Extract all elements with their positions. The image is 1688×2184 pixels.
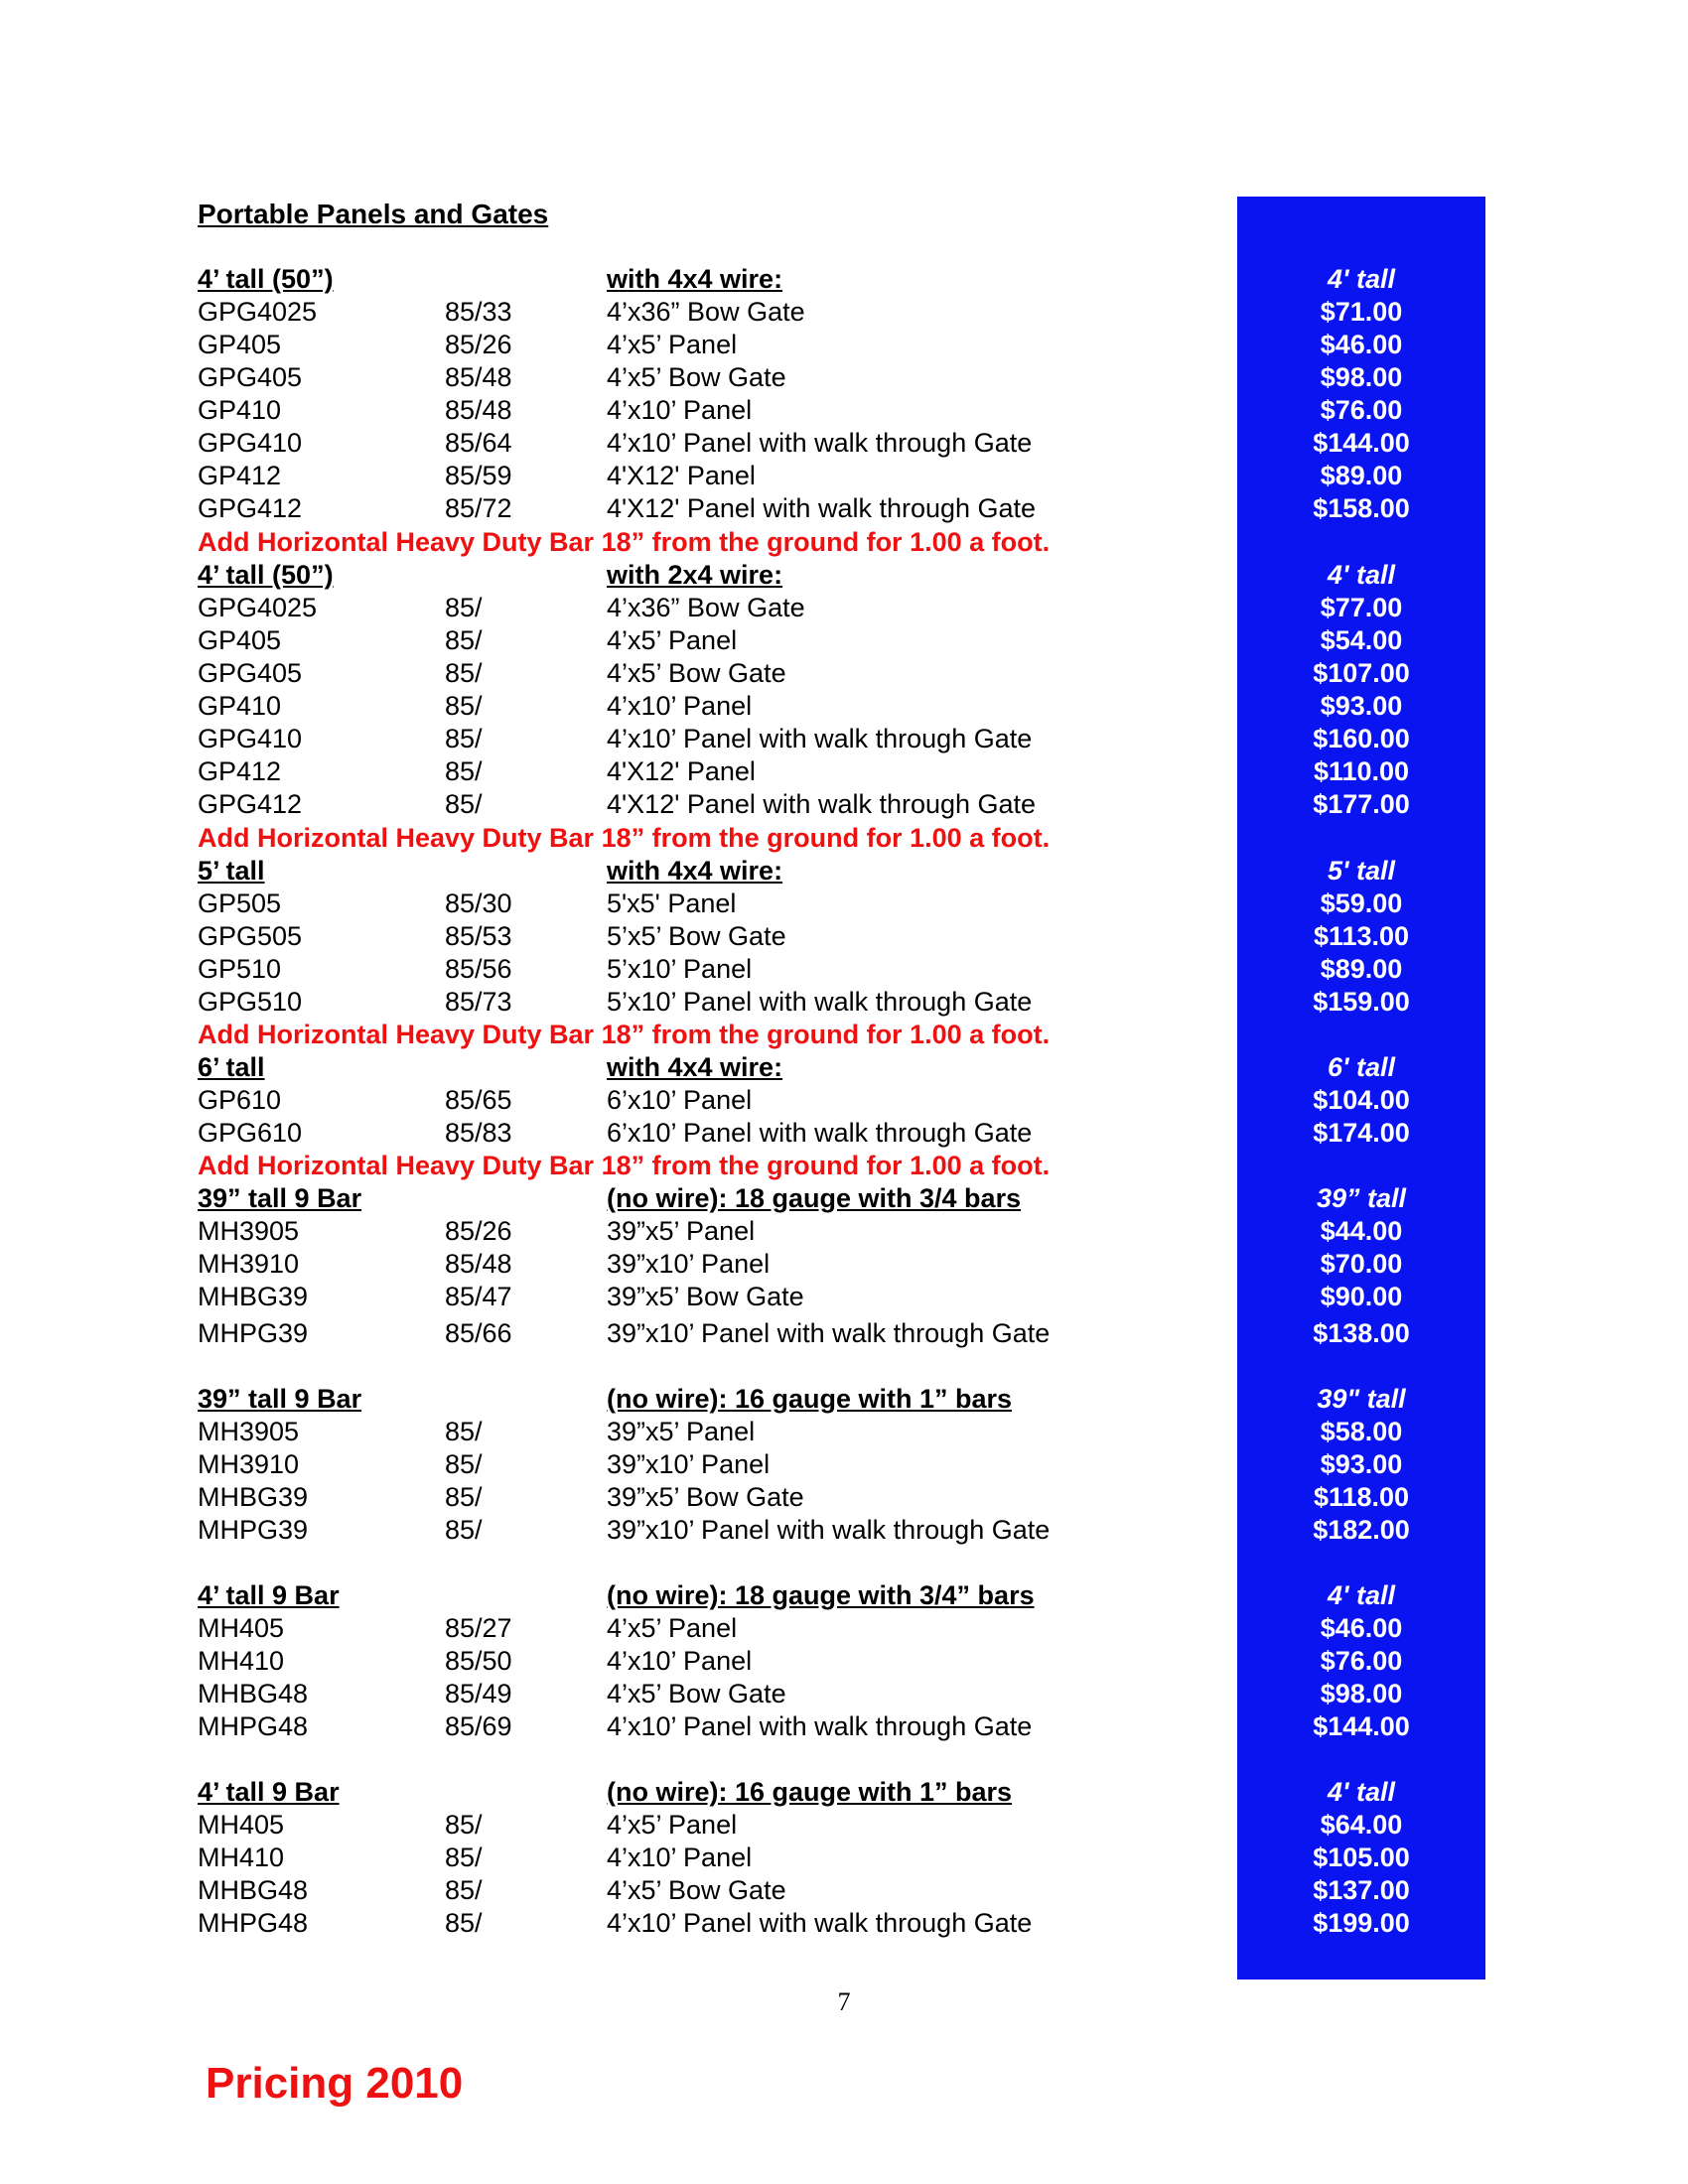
product-description: 4’x10’ Panel [607, 395, 753, 425]
product-price: $93.00 [1320, 1449, 1403, 1479]
section-height: 5’ tall [198, 856, 265, 886]
product-ref: 85/59 [445, 461, 512, 490]
product-price: $177.00 [1313, 789, 1410, 819]
heavy-duty-bar-note: Add Horizontal Heavy Duty Bar 18” from the ground for 1.00 a foot. [198, 1020, 1051, 1049]
product-code: GPG505 [198, 921, 303, 951]
product-description: 39”x5’ Bow Gate [607, 1482, 804, 1512]
product-description: 4’x10’ Panel with walk through Gate [607, 724, 1033, 753]
section-height: 4’ tall (50”) [198, 560, 334, 590]
section-wire: with 2x4 wire: [607, 560, 783, 590]
product-ref: 85/73 [445, 987, 512, 1017]
product-price: $46.00 [1320, 1613, 1403, 1643]
product-price: $104.00 [1313, 1085, 1410, 1115]
product-description: 39”x10’ Panel [607, 1449, 771, 1479]
product-price: $98.00 [1320, 1679, 1403, 1708]
product-code: GP410 [198, 395, 282, 425]
section-header [0, 1579, 1688, 1612]
product-ref: 85/33 [445, 297, 512, 327]
section-header [0, 1182, 1688, 1215]
product-description: 5’x10’ Panel [607, 954, 753, 984]
product-description: 5’x10’ Panel with walk through Gate [607, 987, 1033, 1017]
product-description: 4’x5’ Panel [607, 1810, 738, 1840]
product-description: 39”x5’ Bow Gate [607, 1282, 804, 1311]
section-height: 4’ tall (50”) [198, 264, 334, 294]
product-code: GPG405 [198, 658, 303, 688]
product-price: $160.00 [1313, 724, 1410, 753]
product-description: 4’x5’ Panel [607, 330, 738, 359]
product-code: GPG510 [198, 987, 303, 1017]
product-price: $137.00 [1313, 1875, 1410, 1905]
product-code: MHBG39 [198, 1482, 309, 1512]
product-ref: 85/66 [445, 1318, 512, 1348]
product-ref: 85/ [445, 789, 483, 819]
product-ref: 85/49 [445, 1679, 512, 1708]
section-height: 39” tall 9 Bar [198, 1183, 362, 1213]
product-description: 4’x5’ Bow Gate [607, 362, 786, 392]
table-row [0, 1215, 1688, 1248]
product-code: MH405 [198, 1810, 285, 1840]
product-code: GP412 [198, 756, 282, 786]
section-header [0, 1051, 1688, 1084]
section-height: 4’ tall 9 Bar [198, 1580, 340, 1610]
table-row [0, 624, 1688, 657]
section-price-header: 4' tall [1328, 264, 1395, 294]
product-code: MHBG48 [198, 1875, 309, 1905]
section-wire: (no wire): 16 gauge with 1” bars [607, 1384, 1013, 1414]
section-wire: (no wire): 18 gauge with 3/4 bars [607, 1183, 1022, 1213]
product-code: MHPG39 [198, 1515, 309, 1545]
product-description: 4’x5’ Bow Gate [607, 1679, 786, 1708]
product-price: $89.00 [1320, 461, 1403, 490]
section-height: 4’ tall 9 Bar [198, 1777, 340, 1807]
product-price: $174.00 [1313, 1118, 1410, 1148]
product-description: 4’x10’ Panel with walk through Gate [607, 1711, 1033, 1741]
table-row [0, 1281, 1688, 1313]
product-price: $59.00 [1320, 888, 1403, 918]
product-code: GP405 [198, 330, 282, 359]
product-price: $107.00 [1313, 658, 1410, 688]
product-code: GP412 [198, 461, 282, 490]
product-code: GP610 [198, 1085, 282, 1115]
heavy-duty-bar-note: Add Horizontal Heavy Duty Bar 18” from the ground for 1.00 a foot. [198, 527, 1051, 557]
product-description: 5’x5’ Bow Gate [607, 921, 786, 951]
table-row [0, 329, 1688, 361]
product-ref: 85/83 [445, 1118, 512, 1148]
product-code: MH410 [198, 1646, 285, 1676]
section-price-header: 39” tall [1316, 1183, 1407, 1213]
product-description: 4’x5’ Bow Gate [607, 1875, 786, 1905]
pricing-footer: Pricing 2010 [206, 2059, 464, 2108]
section-header [0, 263, 1688, 296]
product-description: 39”x10’ Panel [607, 1249, 771, 1279]
product-ref: 85/ [445, 1843, 483, 1872]
table-row [0, 920, 1688, 953]
table-row [0, 1514, 1688, 1547]
table-row [0, 657, 1688, 690]
product-ref: 85/ [445, 658, 483, 688]
table-row [0, 427, 1688, 460]
product-description: 39”x10’ Panel with walk through Gate [607, 1515, 1051, 1545]
product-code: GPG4025 [198, 593, 318, 622]
product-code: MH410 [198, 1843, 285, 1872]
product-description: 4’x5’ Panel [607, 1613, 738, 1643]
product-ref: 85/ [445, 1449, 483, 1479]
product-price: $89.00 [1320, 954, 1403, 984]
table-row [0, 1809, 1688, 1842]
table-row [0, 1678, 1688, 1710]
product-ref: 85/ [445, 1908, 483, 1938]
product-code: GP410 [198, 691, 282, 721]
table-row [0, 1084, 1688, 1117]
product-price: $71.00 [1320, 297, 1403, 327]
section-wire: with 4x4 wire: [607, 264, 783, 294]
product-price: $46.00 [1320, 330, 1403, 359]
product-price: $182.00 [1313, 1515, 1410, 1545]
product-ref: 85/65 [445, 1085, 512, 1115]
product-ref: 85/ [445, 1417, 483, 1446]
product-price: $105.00 [1313, 1843, 1410, 1872]
table-row [0, 460, 1688, 492]
product-description: 6’x10’ Panel [607, 1085, 753, 1115]
table-row [0, 755, 1688, 788]
product-price: $54.00 [1320, 625, 1403, 655]
product-price: $77.00 [1320, 593, 1403, 622]
product-ref: 85/53 [445, 921, 512, 951]
table-row [0, 1448, 1688, 1481]
product-description: 4’x10’ Panel [607, 1843, 753, 1872]
product-description: 6’x10’ Panel with walk through Gate [607, 1118, 1033, 1148]
table-row [0, 788, 1688, 821]
section-height: 39” tall 9 Bar [198, 1384, 362, 1414]
product-code: MH3905 [198, 1417, 300, 1446]
table-row [0, 1907, 1688, 1940]
product-price: $110.00 [1313, 756, 1410, 786]
product-ref: 85/30 [445, 888, 512, 918]
product-price: $138.00 [1313, 1318, 1410, 1348]
section-header [0, 559, 1688, 592]
table-row [0, 296, 1688, 329]
product-price: $58.00 [1320, 1417, 1403, 1446]
table-row [0, 492, 1688, 525]
product-description: 4’x10’ Panel with walk through Gate [607, 428, 1033, 458]
section-wire: (no wire): 18 gauge with 3/4” bars [607, 1580, 1035, 1610]
section-header [0, 1776, 1688, 1809]
product-ref: 85/ [445, 756, 483, 786]
product-description: 39”x10’ Panel with walk through Gate [607, 1318, 1051, 1348]
product-description: 5'x5' Panel [607, 888, 737, 918]
product-description: 4'X12' Panel [607, 756, 756, 786]
product-ref: 85/ [445, 1875, 483, 1905]
product-ref: 85/69 [445, 1711, 512, 1741]
product-description: 4'X12' Panel [607, 461, 756, 490]
table-row [0, 394, 1688, 427]
product-price: $70.00 [1320, 1249, 1403, 1279]
product-ref: 85/50 [445, 1646, 512, 1676]
section-height: 6’ tall [198, 1052, 265, 1082]
product-code: MH405 [198, 1613, 285, 1643]
product-code: MHPG39 [198, 1318, 309, 1348]
product-ref: 85/ [445, 1482, 483, 1512]
section-wire: with 4x4 wire: [607, 1052, 783, 1082]
product-ref: 85/26 [445, 330, 512, 359]
product-description: 4'X12' Panel with walk through Gate [607, 789, 1037, 819]
product-price: $90.00 [1320, 1282, 1403, 1311]
product-ref: 85/56 [445, 954, 512, 984]
table-row [0, 592, 1688, 624]
product-description: 39”x5’ Panel [607, 1417, 756, 1446]
product-description: 39”x5’ Panel [607, 1216, 756, 1246]
product-code: GPG4025 [198, 297, 318, 327]
table-row [0, 361, 1688, 394]
product-price: $118.00 [1313, 1482, 1410, 1512]
product-price: $93.00 [1320, 691, 1403, 721]
product-description: 4'X12' Panel with walk through Gate [607, 493, 1037, 523]
product-code: MH3910 [198, 1249, 300, 1279]
product-ref: 85/26 [445, 1216, 512, 1246]
table-row [0, 1612, 1688, 1645]
section-price-header: 6' tall [1328, 1052, 1395, 1082]
table-row [0, 1117, 1688, 1150]
product-ref: 85/ [445, 593, 483, 622]
table-row [0, 1481, 1688, 1514]
table-row [0, 1645, 1688, 1678]
page-number: 7 [837, 1987, 851, 2016]
section-header [0, 1383, 1688, 1416]
product-ref: 85/ [445, 625, 483, 655]
table-row [0, 1874, 1688, 1907]
product-price: $44.00 [1320, 1216, 1403, 1246]
section-price-header: 5' tall [1328, 856, 1395, 886]
product-price: $113.00 [1313, 921, 1410, 951]
table-row [0, 1416, 1688, 1448]
product-description: 4’x5’ Panel [607, 625, 738, 655]
product-code: GPG412 [198, 493, 303, 523]
product-price: $64.00 [1320, 1810, 1403, 1840]
product-ref: 85/48 [445, 362, 512, 392]
table-row [0, 1842, 1688, 1874]
table-row [0, 986, 1688, 1019]
product-price: $76.00 [1320, 1646, 1403, 1676]
product-description: 4’x36” Bow Gate [607, 297, 805, 327]
product-price: $144.00 [1313, 1711, 1410, 1741]
product-ref: 85/27 [445, 1613, 512, 1643]
heavy-duty-bar-note: Add Horizontal Heavy Duty Bar 18” from the ground for 1.00 a foot. [198, 1151, 1051, 1180]
product-price: $144.00 [1313, 428, 1410, 458]
product-code: MHBG48 [198, 1679, 309, 1708]
product-code: MHBG39 [198, 1282, 309, 1311]
product-ref: 85/ [445, 691, 483, 721]
product-code: GPG405 [198, 362, 303, 392]
product-description: 4’x36” Bow Gate [607, 593, 805, 622]
table-row [0, 1317, 1688, 1350]
heavy-duty-bar-note: Add Horizontal Heavy Duty Bar 18” from the ground for 1.00 a foot. [198, 823, 1051, 853]
section-wire: with 4x4 wire: [607, 856, 783, 886]
section-header [0, 855, 1688, 887]
product-description: 4’x5’ Bow Gate [607, 658, 786, 688]
product-price: $199.00 [1313, 1908, 1410, 1938]
product-ref: 85/48 [445, 395, 512, 425]
product-code: GP510 [198, 954, 282, 984]
product-description: 4’x10’ Panel [607, 1646, 753, 1676]
section-price-header: 4' tall [1328, 1777, 1395, 1807]
section-wire: (no wire): 16 gauge with 1” bars [607, 1777, 1013, 1807]
product-description: 4’x10’ Panel [607, 691, 753, 721]
product-code: MHPG48 [198, 1908, 309, 1938]
product-code: GP405 [198, 625, 282, 655]
product-code: MH3910 [198, 1449, 300, 1479]
table-row [0, 690, 1688, 723]
table-row [0, 887, 1688, 920]
product-code: GPG410 [198, 724, 303, 753]
product-code: GP505 [198, 888, 282, 918]
product-ref: 85/ [445, 1515, 483, 1545]
product-code: GPG410 [198, 428, 303, 458]
product-ref: 85/ [445, 724, 483, 753]
product-description: 4’x10’ Panel with walk through Gate [607, 1908, 1033, 1938]
section-price-header: 4' tall [1328, 560, 1395, 590]
product-ref: 85/64 [445, 428, 512, 458]
section-price-header: 39" tall [1317, 1384, 1406, 1414]
section-price-header: 4' tall [1328, 1580, 1395, 1610]
product-code: GPG412 [198, 789, 303, 819]
product-price: $158.00 [1313, 493, 1410, 523]
product-price: $76.00 [1320, 395, 1403, 425]
product-code: GPG610 [198, 1118, 303, 1148]
product-code: MH3905 [198, 1216, 300, 1246]
table-row [0, 1710, 1688, 1743]
product-ref: 85/ [445, 1810, 483, 1840]
product-price: $98.00 [1320, 362, 1403, 392]
product-ref: 85/72 [445, 493, 512, 523]
product-price: $159.00 [1313, 987, 1410, 1017]
table-row [0, 1248, 1688, 1281]
product-code: MHPG48 [198, 1711, 309, 1741]
page-title: Portable Panels and Gates [198, 199, 549, 229]
product-ref: 85/47 [445, 1282, 512, 1311]
product-ref: 85/48 [445, 1249, 512, 1279]
table-row [0, 953, 1688, 986]
table-row [0, 723, 1688, 755]
